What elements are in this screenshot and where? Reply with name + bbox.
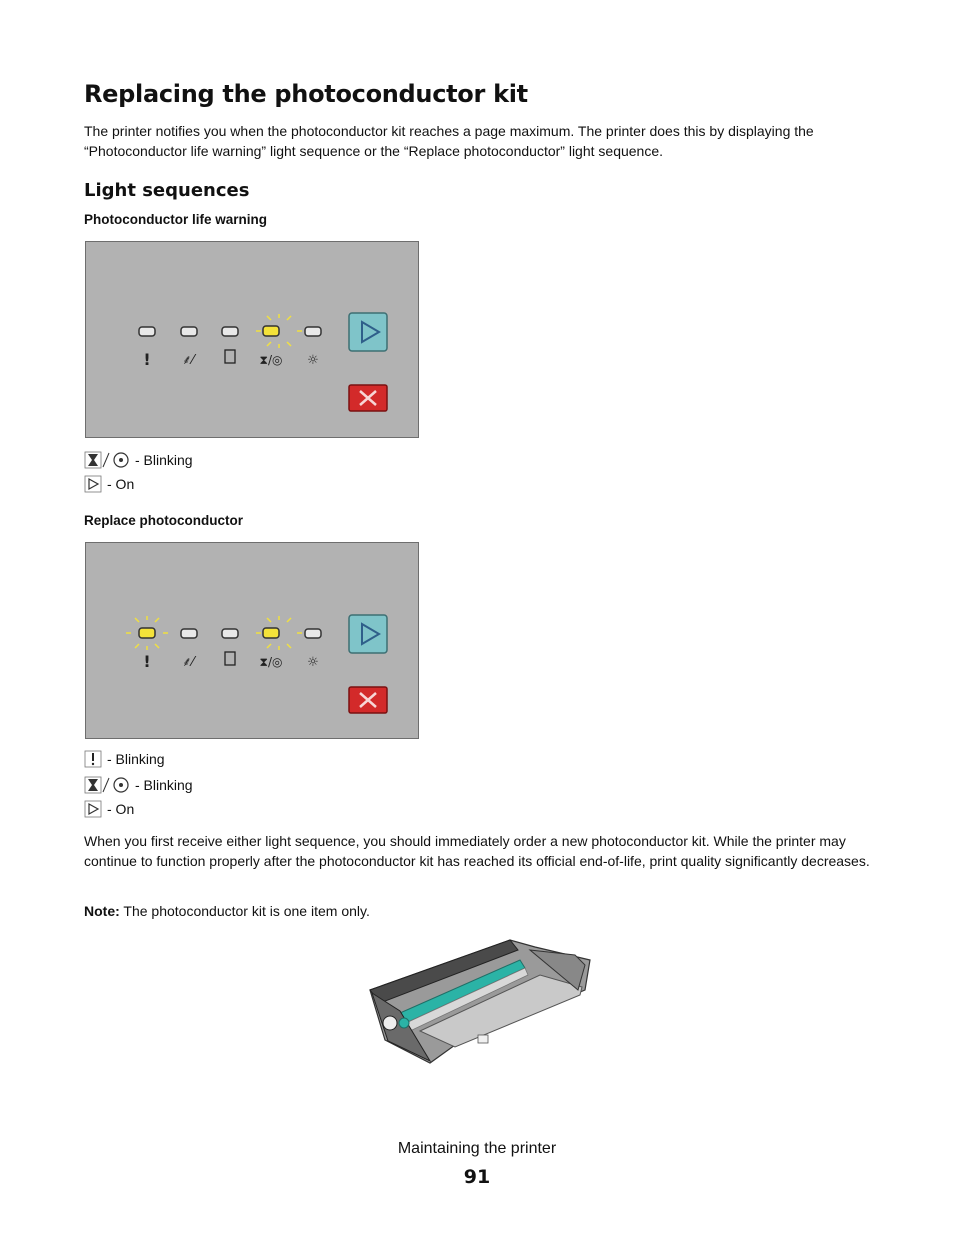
- continue-icon: [84, 474, 104, 494]
- continue-button: [349, 615, 387, 653]
- cancel-button: [349, 385, 387, 411]
- intro-paragraph: The printer notifies you when the photoconductor kit reaches a page maximum. The printer does this by displaying the “Photoconductor life warning” light sequence or the “Replace photoconductor” light sequence.: [84, 123, 814, 159]
- error-light: [139, 327, 155, 336]
- toner-light-blinking: [256, 616, 302, 650]
- toner-photoconductor-icon: [84, 450, 132, 470]
- note-label: Note:: [84, 903, 120, 919]
- body-paragraph: When you first receive either light sequence, you should immediately order a new photoconductor kit. While the printer may continue to function properly after the photoconductor kit has reached its official end-of-life, print quality significantly decreases.: [84, 833, 870, 869]
- toner-symbol-icon: ⧗/◎: [259, 353, 283, 367]
- load-paper-light: [222, 327, 238, 336]
- legend-text: - Blinking: [107, 751, 165, 767]
- sequence-heading-2: Replace photoconductor: [84, 513, 244, 528]
- legend-text: - Blinking: [135, 777, 193, 793]
- continue-button: [349, 313, 387, 351]
- error-symbol-icon: !: [143, 350, 151, 369]
- jam-light: [181, 327, 197, 336]
- legend-row: [84, 474, 134, 494]
- jam-symbol-icon: ⸙⁄: [182, 655, 194, 670]
- ready-light: [305, 629, 321, 638]
- ready-symbol-icon: ☼: [307, 353, 319, 368]
- paper-symbol-icon: [225, 652, 235, 665]
- legend-text: - Blinking: [135, 452, 193, 468]
- load-paper-light: [222, 629, 238, 638]
- note-text: The photoconductor kit is one item only.: [119, 903, 370, 919]
- page-number: 91: [463, 1166, 491, 1188]
- section-heading: Light sequences: [84, 180, 250, 201]
- legend-row: [84, 450, 193, 470]
- error-symbol-icon: !: [143, 652, 151, 671]
- ready-light: [305, 327, 321, 336]
- cancel-button: [349, 687, 387, 713]
- error-light-blinking: [126, 616, 168, 650]
- toner-symbol-icon: ⧗/◎: [259, 655, 283, 669]
- footer-section-title: Maintaining the printer: [397, 1140, 557, 1157]
- legend-text: - On: [107, 801, 135, 817]
- error-icon: [84, 749, 104, 769]
- toner-photoconductor-icon: [84, 775, 132, 795]
- panel-lights-2: [86, 543, 420, 740]
- control-panel-2: [85, 542, 419, 739]
- legend-text: - On: [107, 476, 135, 492]
- jam-symbol-icon: ⸙⁄: [182, 353, 194, 368]
- page-title: Replacing the photoconductor kit: [84, 80, 528, 108]
- jam-light: [181, 629, 197, 638]
- paper-symbol-icon: [225, 350, 235, 363]
- note-paragraph: [84, 901, 370, 921]
- legend-row: [84, 799, 134, 819]
- ready-symbol-icon: ☼: [307, 655, 319, 670]
- continue-icon: [84, 799, 104, 819]
- panel-lights-1: [86, 242, 420, 439]
- sequence-heading-1: Photoconductor life warning: [84, 212, 267, 227]
- control-panel-1: [85, 241, 419, 438]
- photoconductor-kit-image: [360, 935, 595, 1075]
- toner-light-blinking: [256, 314, 302, 348]
- legend-row: [84, 775, 193, 795]
- legend-row: [84, 749, 165, 769]
